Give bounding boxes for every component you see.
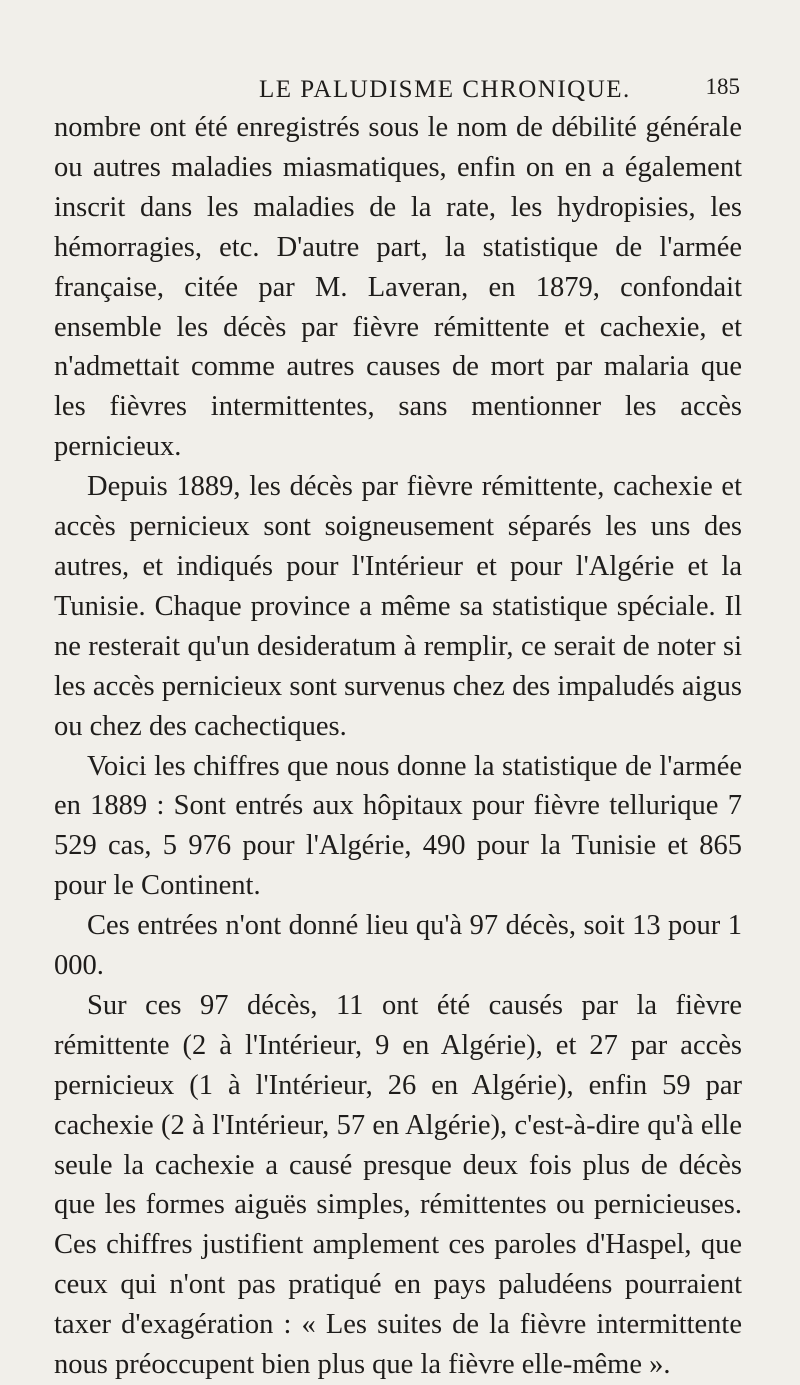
book-page [54, 70, 742, 1385]
paragraph-depuis-1889: Depuis 1889, les décès par fièvre rémittente, cachexie et accès pernicieux sont soigneusement séparés les uns des autres, et indiqués pour l'Intérieur et pour l'Algérie et la Tunisie. Chaque province a même sa statistique spéciale. Il ne resterait qu'un desideratum à remplir, ce serait de noter si les accès pernicieux sont survenus chez des impaludés aigus ou chez des cachectiques. [54, 471, 742, 742]
page-number: 185 [705, 74, 740, 99]
running-title: LE PALUDISME CHRONIQUE. [259, 76, 631, 103]
paragraph-continued: nombre ont été enregistrés sous le nom de débilité générale ou autres maladies miasmatiques, enfin on en a également inscrit dans les maladies de la rate, les hydropisies, les hémorragies, etc. D'autre part, la statistique de l'armée française, citée par M. Laveran, en 1879, confondait ensemble les décès par fièvre rémittente et cachexie, et n'admettait comme autres causes de mort par malaria que les fièvres intermittentes, sans mentionner les accès pernicieux. [54, 112, 742, 463]
running-head [54, 70, 742, 108]
paragraph-causes-deces: Sur ces 97 décès, 11 ont été causés par la fièvre rémittente (2 à l'Intérieur, 9 en Algérie), et 27 par accès pernicieux (1 à l'Intérieur, 26 en Algérie), enfin 59 par cachexie (2 à l'Intérieur, 57 en Algérie), c'est-à-dire qu'à elle seule la cachexie a causé presque deux fois plus de décès que les formes aiguës simples, rémittentes ou pernicieuses. Ces chiffres justifient amplement ces paroles d'Haspel, que ceux qui n'ont pas pratiqué en pays paludéens pourraient taxer d'exagération : « Les suites de la fièvre intermittente nous préoccupent bien plus que la fièvre elle-même ». [54, 989, 742, 1381]
paragraph-chiffres-1889: Voici les chiffres que nous donne la statistique de l'armée en 1889 : Sont entrés aux hôpitaux pour fièvre tellurique 7 529 cas, 5 976 pour l'Algérie, 490 pour la Tunisie et 865 pour le Continent. [54, 750, 742, 902]
paragraph-deces: Ces entrées n'ont donné lieu qu'à 97 décès, soit 13 pour 1 000. [54, 910, 742, 982]
body-text [54, 108, 742, 1385]
